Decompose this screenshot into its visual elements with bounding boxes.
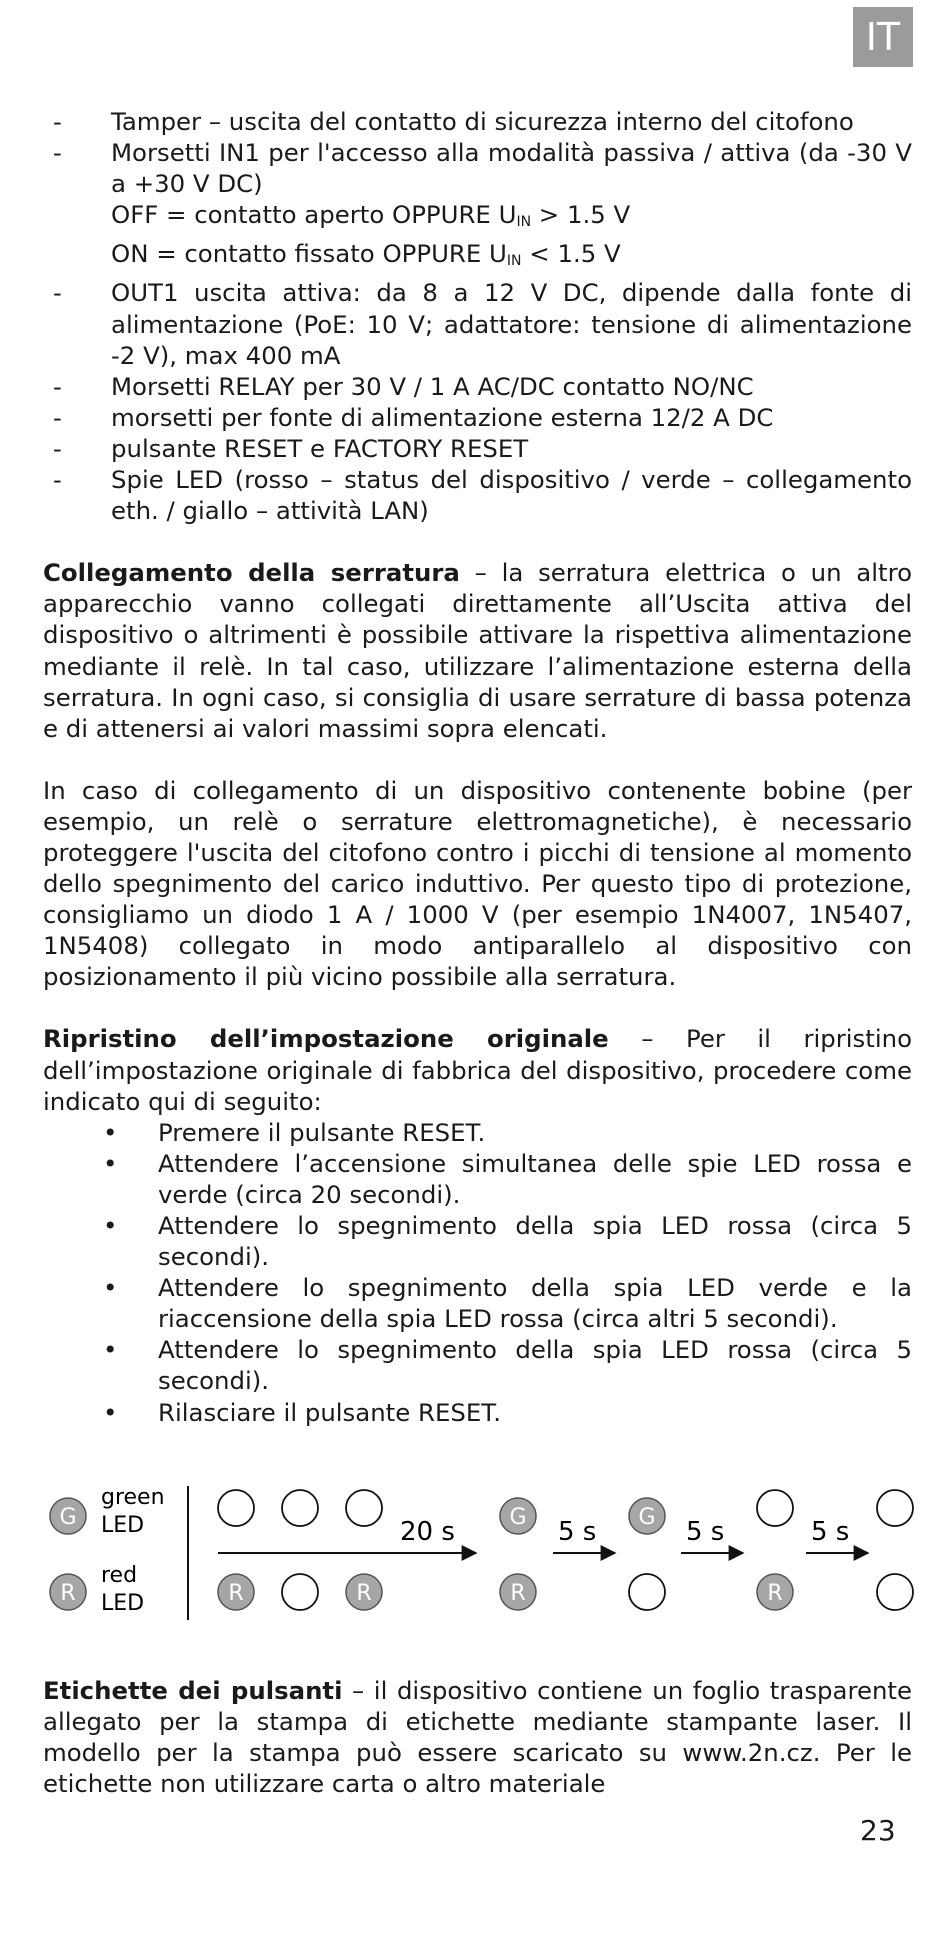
reset-steps (43, 1117, 912, 1428)
reset-title: Ripristino dell’impostazione originale (43, 1024, 609, 1054)
svg-text:R: R (510, 1581, 526, 1606)
led-off (218, 1490, 254, 1526)
list-item: • Attendere l’accensione simultanea delle spie LED rossa e verde (circa 20 secondi). (43, 1148, 912, 1210)
led-off (282, 1574, 318, 1610)
lock-title: Collegamento della serratura (43, 558, 460, 588)
labels-paragraph: Etichette dei pulsanti – il dispositivo contiene un foglio trasparente allegato per la stampa di etichette mediante stampante laser. Il modello per la stampa può essere scaricato su www.2n.cz. Per le etichette non utilizzare carta o altro materiale (43, 1676, 912, 1799)
svg-text:R: R (60, 1581, 76, 1606)
red-led-on (757, 1574, 793, 1610)
red-led-on (218, 1574, 254, 1610)
list-item: • Attendere lo spegnimento della spia LED rossa (circa 5 secondi). (43, 1210, 912, 1272)
on-condition: ON = contatto fissato OPPURE $U_{IN} < 1.5$ V (111, 239, 621, 270)
green-led-marker (50, 1498, 86, 1534)
led-off (757, 1490, 793, 1526)
time-label: 5 s (811, 1517, 850, 1547)
off-condition: OFF = contatto aperto OPPURE $U_{IN} > 1.5$ V (111, 200, 631, 231)
svg-text:R: R (356, 1581, 372, 1606)
list-item: - morsetti per fonte di alimentazione esterna 12/2 A DC (43, 402, 912, 433)
time-label: 5 s (686, 1517, 725, 1547)
page-content (43, 106, 912, 1428)
list-item: • Attendere lo spegnimento della spia LED verde e la riaccensione della spia LED rossa (circa altri 5 secondi). (43, 1272, 912, 1334)
red-led-label: red (101, 1563, 138, 1588)
lock-paragraph: Collegamento della serratura – la serratura elettrica o un altro apparecchio vanno collegati direttamente all’Uscita attiva del dispositivo o altrimenti è possibile attivare la rispettiva alimentazione mediante il relè. In tal caso, utilizzare l’alimentazione esterna della serratura. In ogni caso, si consiglia di usare serrature di bassa potenza e di attenersi ai valori massimi sopra elencati. (43, 558, 913, 743)
specs-list (43, 106, 912, 526)
led-off (877, 1574, 913, 1610)
coil-paragraph: In caso di collegamento di un dispositivo contenente bobine (per esempio, un relè o serrature elettromagnetiche), è necessario proteggere l'uscita del citofono contro i picchi di tensione al momento dello spegnimento del carico induttivo. Per questo tipo di protezione, consigliamo un diodo 1 A / 1000 V (per esempio 1N4007, 1N5407, 1N5408) collegato in modo antiparallelo al dispositivo con posizionamento il più vicino possibile alla serratura. (43, 775, 912, 992)
svg-text:G: G (638, 1505, 656, 1530)
led-off (346, 1490, 382, 1526)
list-item: - pulsante RESET e FACTORY RESET (43, 433, 912, 464)
page-number: 23 (860, 1814, 896, 1847)
svg-text:G: G (509, 1505, 527, 1530)
led-off (282, 1490, 318, 1526)
reset-paragraph: Ripristino dell’impostazione originale – Per il ripristino dell’impostazione originale di fabbrica del dispositivo, procedere come indicato qui di seguito: (43, 1024, 912, 1116)
list-item: - Tamper – uscita del contatto di sicurezza interno del citofono (43, 106, 912, 137)
svg-text:R: R (228, 1581, 244, 1606)
reset-led-diagram (43, 1480, 923, 1640)
red-led-marker (50, 1574, 86, 1610)
labels-title: Etichette dei pulsanti (43, 1676, 343, 1705)
green-led-on (629, 1498, 665, 1534)
red-led-on (500, 1574, 536, 1610)
list-item: • Attendere lo spegnimento della spia LED rossa (circa 5 secondi). (43, 1334, 912, 1396)
green-led-on (500, 1498, 536, 1534)
language-tab: IT (853, 7, 913, 67)
time-label: 5 s (558, 1517, 597, 1547)
green-led-label: green (101, 1485, 165, 1510)
red-led-label-2: LED (101, 1591, 145, 1616)
led-off (629, 1574, 665, 1610)
list-item: • Premere il pulsante RESET. (43, 1117, 912, 1148)
red-led-on (346, 1574, 382, 1610)
list-item: • Rilasciare il pulsante RESET. (43, 1397, 912, 1428)
list-item: - Spie LED (rosso – status del dispositivo / verde – collegamento eth. / giallo – attività LAN) (43, 464, 912, 526)
list-item: - Morsetti IN1 per l'accesso alla modalità passiva / attiva (da -30 V a +30 V DC) OFF = contatto aperto OPPURE $U_{IN} > 1.5$ V ON = contatto fissato OPPURE $U_{IN} < 1.5$ V (43, 137, 912, 277)
time-label: 20 s (400, 1517, 455, 1547)
list-item: - OUT1 uscita attiva: da 8 a 12 V DC, dipende dalla fonte di alimentazione (PoE: 10 V; adattatore: tensione di alimentazione -2 V), max 400 mA (43, 277, 912, 370)
svg-text:G: G (59, 1505, 77, 1530)
green-led-label-2: LED (101, 1513, 145, 1538)
svg-text:R: R (767, 1581, 783, 1606)
list-item: - Morsetti RELAY per 30 V / 1 A AC/DC contatto NO/NC (43, 371, 912, 402)
led-off (877, 1490, 913, 1526)
